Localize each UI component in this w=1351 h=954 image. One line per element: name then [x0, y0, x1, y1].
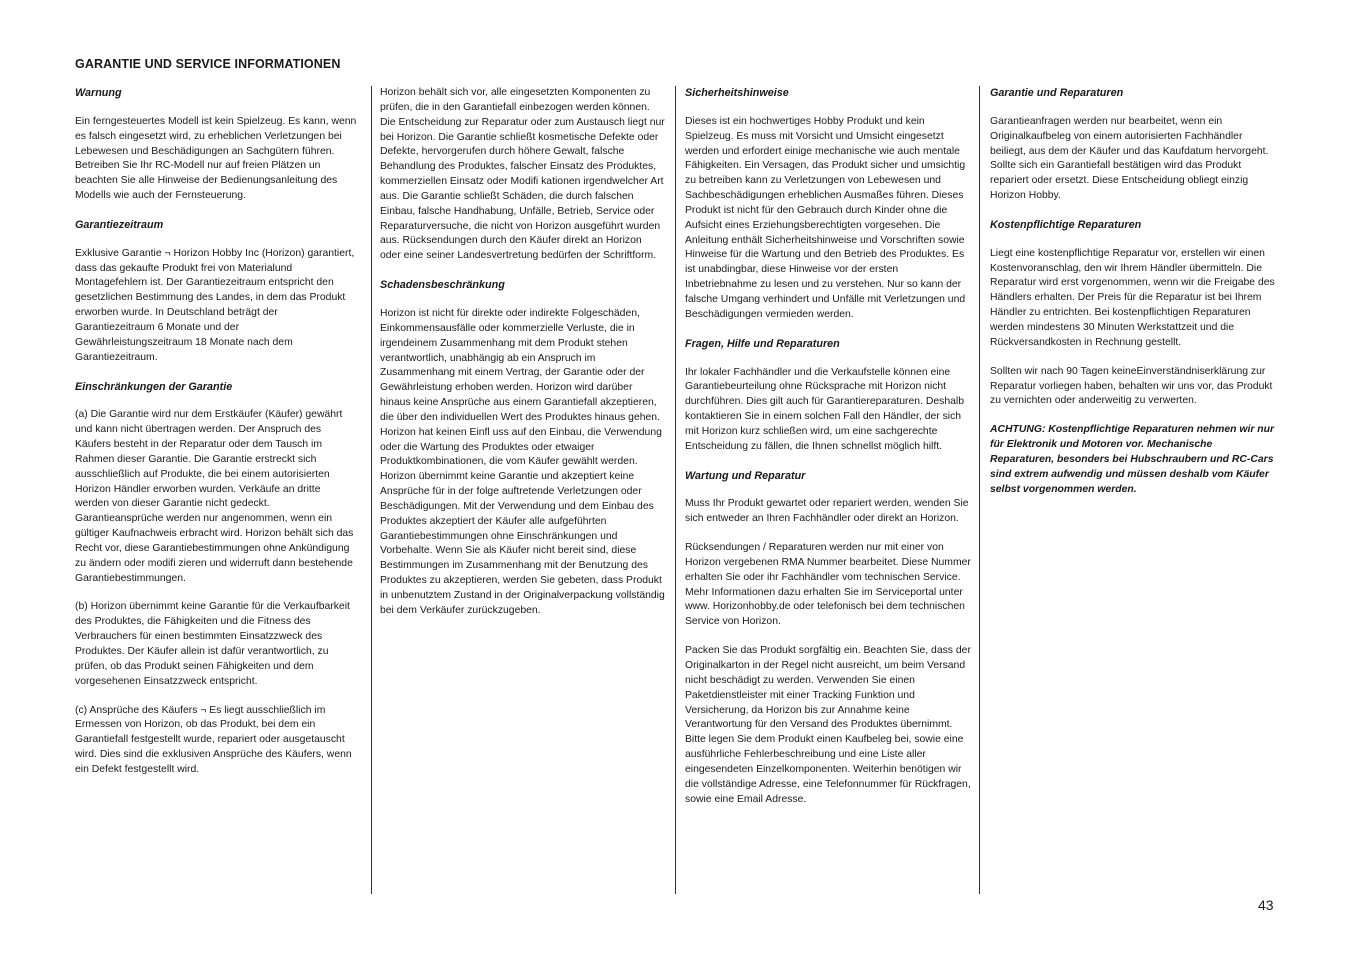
paragraph-garantiezeitraum: Exklusive Garantie ¬ Horizon Hobby Inc (Horizon) garantiert, dass das gekaufte Produkt frei von Materialund Montagefehlern ist. Der Garantiezeitraum entspricht den gesetzlichen Bestimmung des Landes, in dem das Produkt erworben wurde. In Deutschland beträgt der Garantiezeitraum 6 Monate und der Gewährleistungszeitraum 18 Monate nach dem Garantiezeitraum. [75, 247, 355, 363]
paragraph-kostenpflichtige-2: Sollten wir nach 90 Tagen keineEinverständniserklärung zur Reparatur vorliegen haben, behalten wir uns vor, das Produkt zu vernichten oder anderweitig zu verwerten. [990, 365, 1273, 407]
heading-warnung: Warnung [75, 87, 122, 99]
column-3 [675, 86, 971, 894]
paragraph-einschraenkungen-a: (a) Die Garantie wird nur dem Erstkäufer (Käufer) gewährt und kann nicht übertragen werden. Der Anspruch des Käufers besteht in der Reparatur oder dem Tausch im Rahmen dieser Garantie. Die Garantie erstreckt sich ausschließlich auf Produkte, die bei einem autorisierten Horizon Händler erworben wurden. Verkäufe an dritte werden von dieser Garantie nicht gedeckt. Garantieansprüche werden nur angenommen, wenn ein gültiger Kaufnachweis erbracht wird. Horizon behält sich das Recht vor, diese Garantiebestimmungen ohne Ankündigung zu ändern oder modifi zieren und widerruft dann bestehende Garantiebestimmungen. [75, 409, 354, 584]
heading-fragen-hilfe: Fragen, Hilfe und Reparaturen [685, 337, 840, 350]
paragraph-kostenpflichtige-1: Liegt eine kostenpflichtige Reparatur vor, erstellen wir einen Kostenvoranschlag, den wir Ihrem Händler übermitteln. Die Reparatur wird erst vorgenommen, wenn wir die Freigabe des Händlers erhalten. Der Preis für die Reparatur ist bei Ihrem Händler zu entrichten. Bei kostenpflichtigen Reparaturen werden mindestens 30 Minuten Werkstattzeit und die Rückversandkosten in Rechnung gestellt. [990, 247, 1275, 348]
heading-sicherheitshinweise: Sicherheitshinweise [685, 87, 789, 99]
paragraph-komponenten: Horizon behält sich vor, alle eingesetzten Komponenten zu prüfen, die in den Garantiefall einbezogen werden können. Die Entscheidung zur Reparatur oder zum Austausch liegt nur bei Horizon. Die Garantie schließt kosmetische Defekte oder Defekte, hervorgerufen durch höhere Gewalt, falsche Behandlung des Produktes, falscher Einsatz des Produktes, kommerziellen Einsatz oder Modifi kationen irgendwelcher Art aus. Die Garantie schließt Schäden, die durch falschen Einbau, falsche Handhabung, Unfälle, Betrieb, Service oder Reparaturversuche, die nicht von Horizon ausgeführt wurden aus. Rücksendungen durch den Käufer direkt an Horizon oder eine seiner Landesvertretung bedürfen der Schriftform. [380, 87, 665, 262]
achtung-notice: ACHTUNG: Kostenpflichtige Reparaturen nehmen wir nur für Elektronik und Motoren vor. Mechanische Reparaturen, besonders bei Hubschraubern und RC-Cars sind extrem aufwendig und müssen deshalb vom Käufer selbst vorgenommen werden. [990, 424, 1275, 495]
column-1 [75, 86, 357, 894]
heading-schadensbeschraenkung: Schadensbeschränkung [380, 279, 505, 292]
heading-einschraenkungen: Einschränkungen der Garantie [75, 380, 233, 393]
paragraph-einschraenkungen-c: (c) Ansprüche des Käufers ¬ Es liegt ausschließlich im Ermessen von Horizon, ob das Produkt, bei dem ein Garantiefall festgestellt wurde, repariert oder ausgetauscht wird. Dies sind die exklusiven Ansprüche des Käufers, wenn ein Defekt festgestellt wird. [75, 704, 352, 775]
paragraph-wartung-3: Packen Sie das Produkt sorgfältig ein. Beachten Sie, dass der Originalkarton in der Regel nicht ausreicht, um beim Versand nicht beschädigt zu werden. Verwenden Sie einen Paketdienstleister mit einer Tracking Funktion und Versicherung, da Horizon bis zur Annahme keine Verantwortung für den Versand des Produktes übernimmt. Bitte legen Sie dem Produkt einen Kaufbeleg bei, sowie eine ausführliche Fehlerbeschreibung und eine Liste aller eingesendeten Einzelkomponenten. Weiterhin benötigen wir die vollständige Adresse, eine Telefonnummer für Rückfragen, sowie eine Email Adresse. [685, 645, 971, 805]
paragraph-schadensbeschraenkung: Horizon ist nicht für direkte oder indirekte Folgeschäden, Einkommensausfälle oder kommerzielle Verluste, die in irgendeinem Zusammenhang mit dem Produkt stehen verantwortlich, unabhängig ab ein Anspruch im Zusammenhang mit einem Vertrag, der Garantie oder der Gewährleistung erhoben werden. Horizon wird darüber hinaus keine Ansprüche aus einem Garantiefall akzeptieren, die über den individuellen Wert des Produktes hinaus gehen. Horizon hat keinen Einfl uss auf den Einbau, die Verwendung oder die Wartung des Produktes oder etwaiger Produktkombinationen, die vom Käufer gewählt werden. Horizon übernimmt keine Garantie und akzeptiert keine Ansprüche für in der folge auftretende Verletzungen oder Beschädigungen. Mit der Verwendung und dem Einbau des Produktes akzeptiert der Käufer alle aufgeführten Garantiebestimmungen ohne Einschränkungen und Vorbehalte. Wenn Sie als Käufer nicht bereit sind, diese Bestimmungen im Zusammenhang mit der Benutzung des Produktes zu akzeptieren, werden Sie gebeten, dass Produkt in unbenutztem Zustand in der Originalverpackung vollständig bei dem Verkäufer zurückzugeben. [380, 307, 665, 616]
paragraph-einschraenkungen-b: (b) Horizon übernimmt keine Garantie für die Verkaufbarkeit des Produktes, die Fähigkeiten und die Fitness des Verbrauchers für einen bestimmten Einsatzzweck des Produktes. Der Käufer allein ist dafür verantwortlich, zu prüfen, ob das Produkt seinen Fähigkeiten und dem vorgesehenen Einsatzzweck entspricht. [75, 601, 350, 687]
paragraph-wartung-1: Muss Ihr Produkt gewartet oder repariert werden, wenden Sie sich entweder an Ihren Fachhändler oder direkt an Horizon. [685, 498, 969, 525]
column-2 [371, 86, 665, 894]
column-4 [979, 86, 1275, 894]
page-number: 43 [1258, 897, 1274, 913]
heading-garantie-reparaturen: Garantie und Reparaturen [990, 87, 1124, 99]
paragraph-wartung-2: Rücksendungen / Reparaturen werden nur mit einer von Horizon vergebenen RMA Nummer bearbeitet. Diese Nummer erhalten Sie oder ihr Fachhändler vom technischen Service. Mehr Informationen dazu erhalten Sie im Serviceportal unter www. Horizonhobby.de oder telefonisch bei dem technischen Service von Horizon. [685, 542, 971, 628]
heading-wartung-reparatur: Wartung und Reparatur [685, 469, 806, 482]
heading-garantiezeitraum: Garantiezeitraum [75, 218, 164, 231]
paragraph-sicherheitshinweise: Dieses ist ein hochwertiges Hobby Produkt und kein Spielzeug. Es muss mit Vorsicht und Umsicht eingesetzt werden und erfordert einige mechanische wie auch mentale Fähigkeiten. Ein Versagen, das Produkt sicher und umsichtig zu betreiben kann zu Verletzungen von Lebewesen und Sachbeschädigungen erheblichen Ausmaßes führen. Dieses Produkt ist nicht für den Gebrauch durch Kinder ohne die Aufsicht eines Erziehungsberechtigten vorgesehen. Die Anleitung enthält Sicherheitshinweise und Vorschriften sowie Hinweise für die Wartung und den Betrieb des Produktes. Es ist unabdingbar, diese Hinweise vor der ersten Inbetriebnahme zu lesen und zu verstehen. Nur so kann der falsche Umgang verhindert und Unfälle mit Verletzungen und Beschädigungen vermieden werden. [685, 115, 966, 320]
paragraph-garantie-reparaturen: Garantieanfragen werden nur bearbeitet, wenn ein Originalkaufbeleg von einem autorisierten Fachhändler beiliegt, aus dem der Käufer und das Kaufdatum hervorgeht. Sollte sich ein Garantiefall bestätigen wird das Produkt repariert oder ersetzt. Diese Entscheidung obliegt einzig Horizon Hobby. [990, 115, 1269, 202]
page-title: GARANTIE UND SERVICE INFORMATIONEN [75, 57, 341, 71]
paragraph-warnung: Ein ferngesteuertes Modell ist kein Spielzeug. Es kann, wenn es falsch eingesetzt wird, zu erheblichen Verletzungen bei Lebewesen und Beschädigungen an Sachgütern führen. Betreiben Sie Ihr RC-Modell nur auf freien Plätzen un beachten Sie alle Hinweise der Bedienungsanleitung des Modells wie auch der Fernsteuerung. [75, 115, 357, 202]
paragraph-fragen-hilfe: Ihr lokaler Fachhändler und die Verkaufstelle können eine Garantiebeurteilung ohne Rücksprache mit Horizon nicht durchführen. Dies gilt auch für Garantiereparaturen. Deshalb kontaktieren Sie in einem solchen Fall den Händler, der sich mit Horizon kurz schließen wird, um eine sachgerechte Entscheidung zu fällen, die Ihnen schnellst möglich hilft. [685, 366, 964, 452]
heading-kostenpflichtige: Kostenpflichtige Reparaturen [990, 218, 1142, 231]
